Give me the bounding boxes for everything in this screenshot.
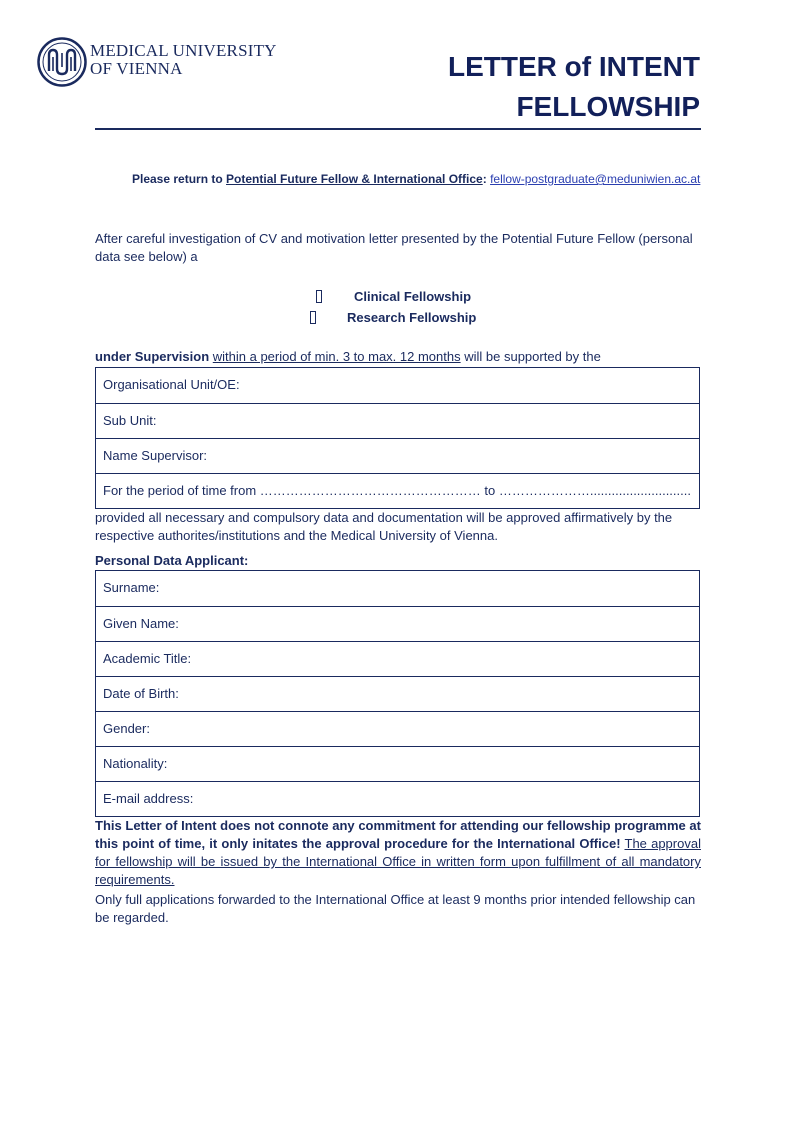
- supervision-rest: will be supported by the: [460, 349, 601, 364]
- return-instruction: [132, 172, 702, 186]
- logo-line-1: MEDICAL UNIVERSITY: [90, 41, 277, 60]
- clinical-fellowship-checkbox[interactable]: [316, 290, 322, 303]
- supervision-period: within a period of min. 3 to max. 12 months: [212, 349, 461, 364]
- clinical-fellowship-label: Clinical Fellowship: [354, 289, 472, 304]
- research-fellowship-label: Research Fellowship: [347, 310, 477, 325]
- notice-underlined: The approval for fellowship will be issued by the International Office in written form upon fulfillment of all mandatory requirements.: [95, 836, 701, 887]
- given-name-field[interactable]: Given Name:: [96, 606, 699, 641]
- notice-bold: This Letter of Intent does not connote any commitment for attending our fellowship programme at this point of time, it only initates the approval procedure for the International Office!: [95, 818, 701, 851]
- return-colon: :: [482, 172, 491, 186]
- intro-paragraph: After careful investigation of CV and motivation letter presented by the Potential Future Fellow (personal data see below) a: [95, 231, 693, 264]
- sub-unit-field[interactable]: Sub Unit:: [96, 403, 699, 438]
- supervisor-name-field[interactable]: Name Supervisor:: [96, 438, 699, 473]
- personal-data-table: [95, 570, 700, 817]
- logo-wordmark: [90, 42, 280, 78]
- university-logo: [37, 37, 277, 89]
- nationality-field[interactable]: Nationality:: [96, 746, 699, 781]
- return-prefix: Please return to: [132, 172, 227, 186]
- document-title: [448, 47, 700, 127]
- personal-data-heading: Personal Data Applicant:: [95, 553, 249, 568]
- title-line-2: FELLOWSHIP: [516, 91, 700, 122]
- unit-table: [95, 367, 700, 509]
- email-field[interactable]: E-mail address:: [96, 781, 699, 816]
- final-paragraph: Only full applications forwarded to the International Office at least 9 months prior intended fellowship can be regarded.: [95, 892, 696, 925]
- header-divider: [95, 128, 701, 130]
- title-line-1: LETTER of INTENT: [448, 51, 700, 82]
- supervision-sentence: [95, 348, 705, 366]
- gender-field[interactable]: Gender:: [96, 711, 699, 746]
- period-field[interactable]: For the period of time from …………………………………………… to …………………............................: [96, 473, 699, 508]
- return-email-link[interactable]: fellow-postgraduate@meduniwien.ac.at: [490, 172, 701, 186]
- date-of-birth-field[interactable]: Date of Birth:: [96, 676, 699, 711]
- return-recipient: Potential Future Fellow & International Office: [226, 172, 483, 186]
- logo-line-2: OF VIENNA: [90, 59, 183, 78]
- university-logo-mark-icon: [37, 37, 87, 87]
- provided-paragraph: provided all necessary and compulsory data and documentation will be approved affirmatively by the respective authorites/institutions and the Medical University of Vienna.: [95, 510, 673, 543]
- surname-field[interactable]: Surname:: [103, 580, 160, 595]
- notice-paragraph: [95, 817, 701, 889]
- org-unit-field[interactable]: Organisational Unit/OE:: [103, 377, 240, 392]
- supervision-bold: under Supervision: [95, 349, 210, 364]
- academic-title-field[interactable]: Academic Title:: [96, 641, 699, 676]
- research-fellowship-checkbox[interactable]: [310, 311, 316, 324]
